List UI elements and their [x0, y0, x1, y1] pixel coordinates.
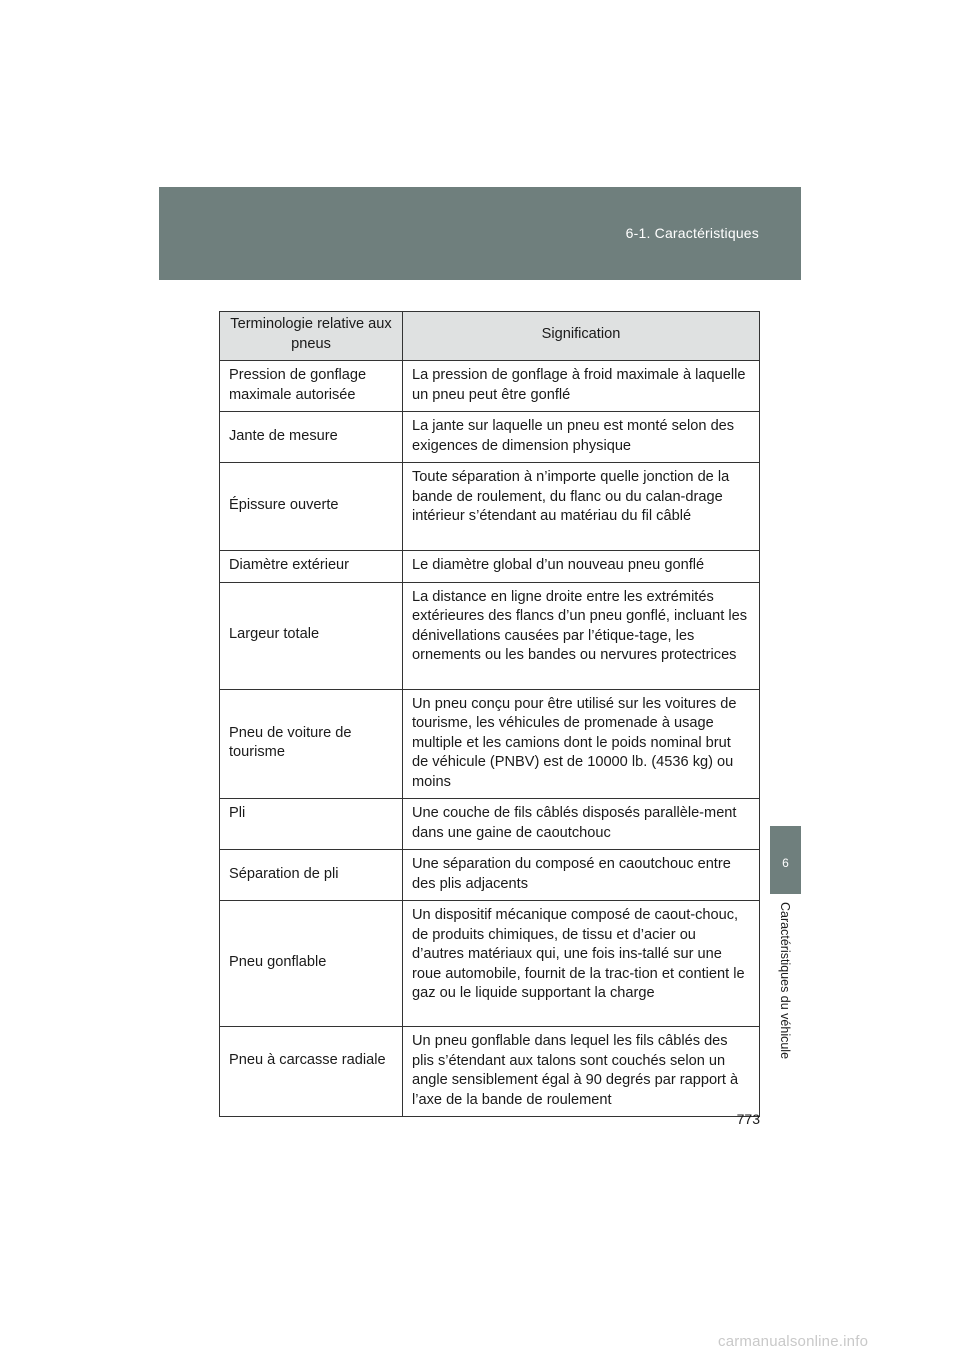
term-cell: Pneu à carcasse radiale: [220, 1027, 403, 1117]
chapter-side-label-area: [770, 894, 801, 1094]
term-cell: Diamètre extérieur: [220, 551, 403, 583]
meaning-cell: Toute séparation à n’importe quelle jonction de la bande de roulement, du flanc ou du calan-drage intérieur s’étendant au matériau du fil câblé: [403, 463, 760, 551]
table-row: [220, 412, 760, 463]
column-header-term: Terminologie relative aux pneus: [220, 312, 403, 361]
term-cell: Pneu gonflable: [220, 901, 403, 1027]
page-number: 773: [736, 1111, 760, 1127]
meaning-cell: Un pneu gonflable dans lequel les fils câblés des plis s’étendant aux talons sont couchés selon un angle sensiblement égal à 90 degrés par rapport à l’axe de la bande de roulement: [403, 1027, 760, 1117]
table-row: [220, 551, 760, 583]
term-cell: Pneu de voiture de tourisme: [220, 689, 403, 799]
chapter-label: Caractéristiques du véhicule: [778, 902, 792, 1060]
table-row: [220, 463, 760, 551]
table-row: [220, 799, 760, 850]
tire-terminology-table: [219, 311, 760, 1117]
table-row: [220, 689, 760, 799]
table-row: [220, 1027, 760, 1117]
meaning-cell: Le diamètre global d’un nouveau pneu gonflé: [403, 551, 760, 583]
chapter-tab: [770, 826, 801, 894]
meaning-cell: Une séparation du composé en caoutchouc entre des plis adjacents: [403, 850, 760, 901]
meaning-cell: Une couche de fils câblés disposés parallèle-ment dans une gaine de caoutchouc: [403, 799, 760, 850]
term-cell: Jante de mesure: [220, 412, 403, 463]
term-cell: Pression de gonflage maximale autorisée: [220, 361, 403, 412]
column-header-meaning: Signification: [403, 312, 760, 361]
table-row: [220, 582, 760, 689]
term-cell: Séparation de pli: [220, 850, 403, 901]
meaning-cell: La pression de gonflage à froid maximale à laquelle un pneu peut être gonflé: [403, 361, 760, 412]
table-row: [220, 850, 760, 901]
table-row: [220, 361, 760, 412]
term-cell: Pli: [220, 799, 403, 850]
meaning-cell: Un pneu conçu pour être utilisé sur les voitures de tourisme, les véhicules de promenade à usage multiple et les camions dont le poids nominal brut de véhicule (PNBV) est de 10000 lb. (4536 kg) ou moins: [403, 689, 760, 799]
meaning-cell: La jante sur laquelle un pneu est monté selon des exigences de dimension physique: [403, 412, 760, 463]
section-header-band: [159, 187, 801, 280]
table-row: [220, 901, 760, 1027]
term-cell: Largeur totale: [220, 582, 403, 689]
section-title: 6-1. Caractéristiques: [625, 225, 759, 241]
table-header-row: [220, 312, 760, 361]
term-cell: Épissure ouverte: [220, 463, 403, 551]
meaning-cell: Un dispositif mécanique composé de caout-chouc, de produits chimiques, de tissu et d’acier ou d’autres matériaux qui, une fois ins-tallé sur une roue automobile, fournit de la trac-tion et contient le gaz ou le liquide supportant la charge: [403, 901, 760, 1027]
meaning-cell: La distance en ligne droite entre les extrémités extérieures des flancs d’un pneu gonflé, incluant les dénivellations causées par l’étique-tage, les ornements ou les bandes ou nervures protectrices: [403, 582, 760, 689]
watermark: carmanualsonline.info: [718, 1333, 869, 1350]
chapter-number: 6: [782, 856, 789, 870]
